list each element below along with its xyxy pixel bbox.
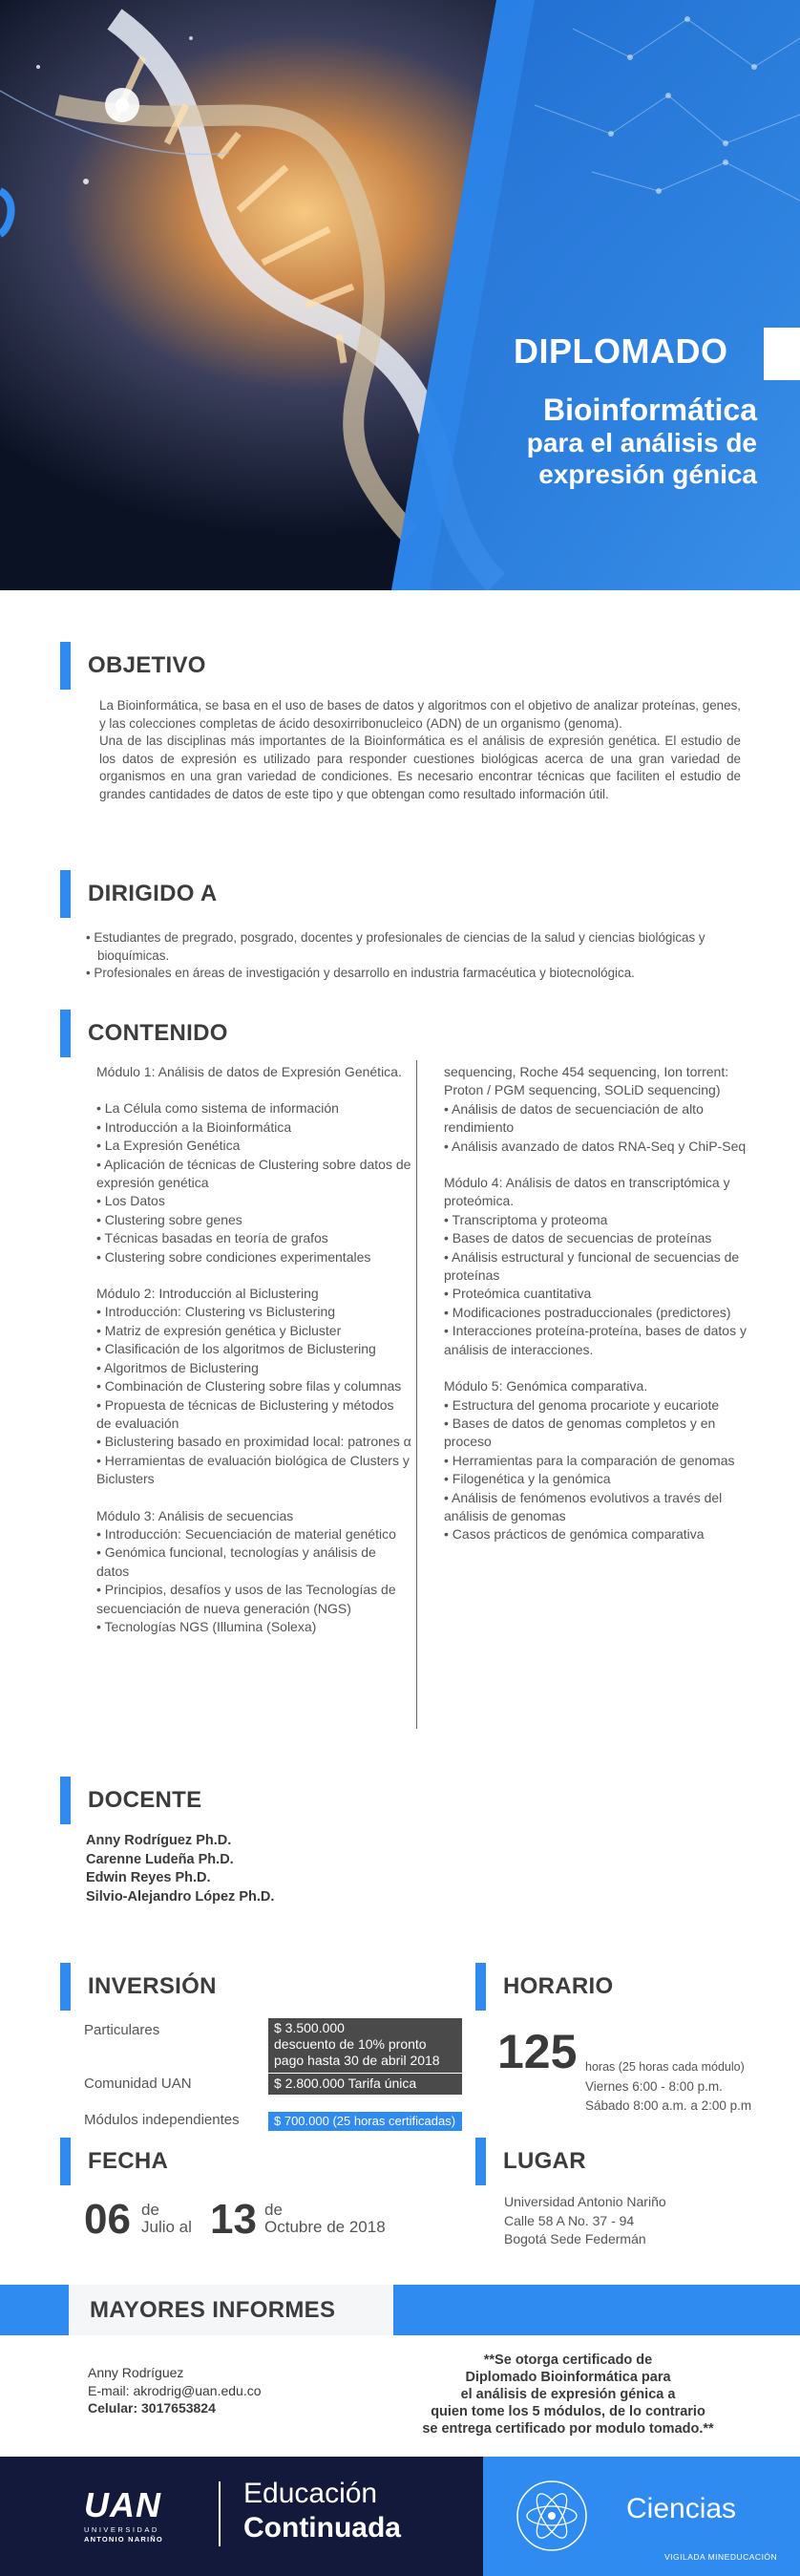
section-title: OBJETIVO xyxy=(88,652,206,678)
list-spacer xyxy=(96,1081,411,1099)
contenido-item: • Casos prácticos de genómica comparativa xyxy=(444,1526,705,1543)
vigilada-label: VIGILADA MINEDUCACIÓN xyxy=(664,2552,778,2562)
contact-email: E-mail: akrodrig@uan.edu.co xyxy=(88,2382,262,2398)
lugar-line: Bogotá Sede Federmán xyxy=(504,2231,646,2246)
contenido-item: • Genómica funcional, tecnologías y análisis de datos xyxy=(96,1544,376,1579)
fecha-de: de xyxy=(141,2201,159,2219)
footer-brand xyxy=(0,2457,483,2576)
informes-band xyxy=(0,2285,800,2335)
inversion-heading xyxy=(60,1963,217,2011)
section-title: LUGAR xyxy=(503,2148,586,2174)
section-bar xyxy=(475,2138,486,2185)
contenido-module-title: Módulo 1: Análisis de datos de Expresión Genética. xyxy=(96,1064,402,1079)
contenido-item: • Análisis de datos de secuenciación de alto rendimiento xyxy=(444,1100,704,1136)
contenido-item: • Aplicación de técnicas de Clustering sobre datos de expresión genética xyxy=(96,1156,411,1191)
list-spacer xyxy=(96,1267,411,1285)
contenido-heading xyxy=(60,1010,228,1057)
contenido-item: • Bases de datos de secuencias de proteínas xyxy=(444,1230,712,1246)
fecha-month: Julio al xyxy=(141,2218,192,2236)
contenido-item: • Clustering sobre genes xyxy=(96,1211,242,1227)
contenido-item: • Análisis de fenómenos evolutivos a través del análisis de genomas xyxy=(444,1489,723,1523)
uan-logo-sub1: UNIVERSIDAD xyxy=(84,2525,159,2534)
footer-divider xyxy=(219,2481,221,2546)
horario-saturday: Sábado 8:00 a.m. a 2:00 p.m xyxy=(585,2098,752,2113)
fecha-end-month xyxy=(264,2202,386,2236)
uan-logo: UAN xyxy=(84,2485,161,2524)
contenido-item: • Análisis estructural y funcional de secuencias de proteínas xyxy=(444,1248,740,1284)
contenido-item: • Los Datos xyxy=(96,1193,165,1209)
diplomado-label-box xyxy=(514,328,800,380)
horario-weekday: Viernes 6:00 - 8:00 p.m. xyxy=(585,2079,723,2094)
list-spacer xyxy=(444,1156,759,1174)
program-title-line2: para el análisis de xyxy=(526,428,757,458)
column-divider xyxy=(416,1060,417,1729)
educacion-label: Educación xyxy=(243,2478,378,2509)
contenido-module-title: Módulo 3: Análisis de secuencias xyxy=(96,1507,294,1523)
contenido-item: • Modificaciones postraduccionales (predictores) xyxy=(444,1304,731,1320)
section-bar xyxy=(60,1010,71,1057)
section-title: INVERSIÓN xyxy=(88,1973,217,1999)
program-title-line3: expresión génica xyxy=(538,459,757,489)
fecha-start-day: 06 xyxy=(84,2196,131,2243)
list-spacer xyxy=(96,1489,411,1507)
contenido-module-title: Módulo 4: Análisis de datos en transcriptómica y proteómica. xyxy=(444,1175,730,1209)
contenido-item: • Filogenética y la genómica xyxy=(444,1471,611,1487)
contenido-item: • Herramientas para la comparación de genomas xyxy=(444,1452,735,1468)
certificate-line: **Se otorga certificado de xyxy=(483,2352,653,2368)
docente-name: Silvio-Alejandro López Ph.D. xyxy=(86,1888,275,1905)
lugar-address xyxy=(504,2193,666,2249)
contenido-item: • La Célula como sistema de información xyxy=(96,1100,339,1117)
modulos-label: Módulos independientes xyxy=(84,2112,240,2128)
continuada-label: Continuada xyxy=(243,2512,401,2544)
diplomado-accent-bar xyxy=(764,328,800,380)
lugar-line: Calle 58 A No. 37 - 94 xyxy=(504,2212,635,2228)
docente-heading xyxy=(60,1777,201,1824)
contenido-item: • Biclustering basado en proximidad local: patrones α xyxy=(96,1434,411,1450)
contenido-item: • Clustering sobre condiciones experimentales xyxy=(96,1248,371,1265)
informes-heading: MAYORES INFORMES xyxy=(90,2297,336,2323)
contenido-module-title: Módulo 5: Genómica comparativa. xyxy=(444,1378,648,1394)
ciencias-label: Ciencias xyxy=(626,2493,737,2524)
section-bar xyxy=(475,1963,486,2011)
certificate-line: se entrega certificado por modulo tomado.** xyxy=(422,2421,714,2437)
contenido-item: • Introducción: Secuenciación de material genético xyxy=(96,1525,396,1542)
section-title: CONTENIDO xyxy=(88,1020,228,1046)
fecha-de: de xyxy=(264,2201,283,2219)
horario-hours-note: horas (25 horas cada módulo) xyxy=(585,2060,745,2074)
contenido-item: • Matriz de expresión genética y Bicluster xyxy=(96,1322,342,1338)
section-title: DIRIGIDO A xyxy=(88,881,218,906)
docente-name: Carenne Ludeña Ph.D. xyxy=(86,1851,234,1867)
fecha-month: Octubre de 2018 xyxy=(264,2218,386,2236)
contenido-item: • Interacciones proteína-proteína, bases de datos y análisis de interacciones. xyxy=(444,1323,747,1357)
dna-illustration xyxy=(0,0,800,590)
certificate-line: quien tome los 5 módulos, de lo contrario xyxy=(431,2404,705,2419)
contact-name: Anny Rodríguez xyxy=(88,2365,184,2380)
certificate-line: el análisis de expresión génica a xyxy=(460,2387,676,2402)
contenido-item: • La Expresión Genética xyxy=(96,1138,241,1154)
section-title: DOCENTE xyxy=(88,1787,202,1813)
diplomado-label: DIPLOMADO xyxy=(514,331,728,371)
footer xyxy=(0,2457,800,2576)
section-bar xyxy=(60,2138,71,2185)
uan-logo-sub2: ANTONIO NARIÑO xyxy=(84,2535,163,2544)
informes-heading-box xyxy=(69,2285,393,2335)
docente-list xyxy=(86,1832,274,1906)
footer-ciencias xyxy=(483,2457,800,2576)
objetivo-paragraph-2: Una de las disciplinas más importantes de la Bioinformática es el análisis de expresión genética. El estudio de los datos de expresión es utilizado para responder cuestiones biológicas acerca de una gran variedad de organismos en una gran variedad de condiciones. Es necesario encontrar técnicas que faciliten el estudio de grandes cantidades de datos de este tipo y que obtengan como resultado información útil. xyxy=(99,734,741,801)
comunidad-label: Comunidad UAN xyxy=(84,2076,192,2092)
section-title: FECHA xyxy=(88,2148,169,2174)
program-title-line1: Bioinformática xyxy=(542,393,757,427)
contenido-column-left xyxy=(96,1063,411,1636)
horario-total-hours: 125 xyxy=(497,2025,578,2078)
atom-icon xyxy=(514,2478,590,2554)
particulares-deadline: pago hasta 30 de abril 2018 xyxy=(274,2053,440,2068)
particulares-price-box xyxy=(268,2018,462,2073)
objetivo-paragraph-1: La Bioinformática, se basa en el uso de bases de datos y algoritmos con el objetivo de analizar proteínas, genes, y las colecciones completas de ácido desoxirribonucleico (ADN) de un organismo (genoma). xyxy=(99,698,741,731)
particulares-label: Particulares xyxy=(84,2022,160,2038)
contenido-item: • Técnicas basadas en teoría de grafos xyxy=(96,1230,328,1246)
list-spacer xyxy=(444,1359,759,1377)
lugar-heading xyxy=(475,2138,586,2185)
dirigido-item: • Profesionales en áreas de investigación y desarrollo en industria farmacéutica y biotecnológica. xyxy=(86,966,635,980)
contenido-item: • Introducción: Clustering vs Biclustering xyxy=(96,1304,336,1320)
contact-phone: Celular: 3017653824 xyxy=(88,2400,216,2416)
contenido-item: • Estructura del genoma procariote y eucariote xyxy=(444,1396,720,1413)
program-title xyxy=(527,393,757,490)
contenido-item: • Algoritmos de Biclustering xyxy=(96,1359,259,1375)
section-bar xyxy=(60,870,71,918)
dirigido-heading xyxy=(60,870,217,918)
contenido-item: • Transcriptoma y proteoma xyxy=(444,1211,608,1227)
contenido-module-title: Módulo 2: Introducción al Biclustering xyxy=(96,1286,319,1302)
hero-banner xyxy=(0,0,800,590)
contenido-item: • Combinación de Clustering sobre filas y columnas xyxy=(96,1378,402,1394)
particulares-price: $ 3.500.000 xyxy=(274,2020,345,2035)
contenido-column-right xyxy=(444,1063,759,1544)
horario-heading xyxy=(475,1963,613,2011)
dirigido-item: • Estudiantes de pregrado, posgrado, docentes y profesionales de ciencias de la salud y ciencias biológicas y bioquímicas. xyxy=(86,930,705,963)
section-title: HORARIO xyxy=(503,1973,614,1999)
section-bar xyxy=(60,1777,71,1824)
contenido-item: • Propuesta de técnicas de Biclustering y métodos de evaluación xyxy=(96,1396,394,1431)
dirigido-list xyxy=(86,929,745,983)
docente-name: Edwin Reyes Ph.D. xyxy=(86,1870,211,1886)
informes-contact xyxy=(88,2364,262,2417)
contenido-item: • Principios, desafíos y usos de las Tecnologías de secuenciación de nueva generación (NGS) xyxy=(96,1582,396,1616)
objetivo-heading xyxy=(60,642,206,690)
contenido-item: • Introducción a la Bioinformática xyxy=(96,1118,292,1135)
contenido-item: • Tecnologías NGS (Illumina (Solexa) xyxy=(96,1618,317,1634)
objetivo-text xyxy=(99,697,741,803)
fecha-end-day: 13 xyxy=(210,2196,257,2243)
section-bar xyxy=(60,1963,71,2011)
contenido-item: • Clasificación de los algoritmos de Biclustering xyxy=(96,1341,376,1357)
section-bar xyxy=(60,642,71,690)
certificate-note xyxy=(382,2352,754,2438)
contenido-item: • Proteómica cuantitativa xyxy=(444,1286,592,1302)
fecha-start-month xyxy=(141,2202,192,2236)
lugar-line: Universidad Antonio Nariño xyxy=(504,2194,666,2209)
contenido-item: • Herramientas de evaluación biológica de Clusters y Biclusters xyxy=(96,1452,410,1487)
modulos-price: $ 700.000 (25 horas certificadas) xyxy=(268,2112,462,2131)
contenido-item: • Análisis avanzado de datos RNA-Seq y ChiP-Seq xyxy=(444,1138,747,1154)
docente-name: Anny Rodríguez Ph.D. xyxy=(86,1833,232,1848)
comunidad-price: $ 2.800.000 Tarifa única xyxy=(268,2074,462,2095)
fecha-heading xyxy=(60,2138,168,2185)
certificate-line: Diplomado Bioinformática para xyxy=(465,2370,671,2385)
particulares-discount: descuento de 10% pronto xyxy=(274,2036,427,2052)
contenido-item: • Bases de datos de genomas completos y en proceso xyxy=(444,1415,716,1450)
contenido-module-title: sequencing, Roche 454 sequencing, Ion torrent: Proton / PGM sequencing, SOLiD sequencing) xyxy=(444,1064,729,1098)
